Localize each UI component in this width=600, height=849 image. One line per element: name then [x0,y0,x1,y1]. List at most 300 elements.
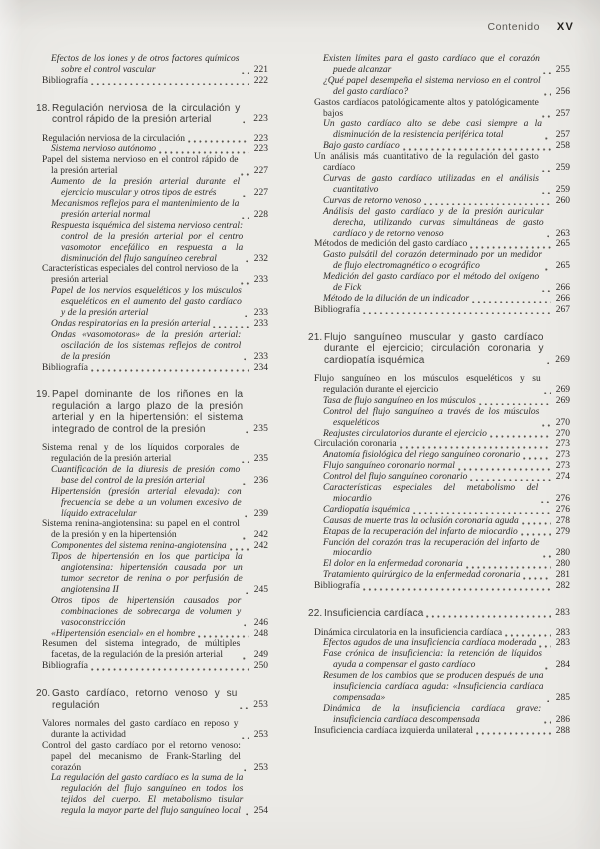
page-number: 233 [253,275,268,286]
page-number: 274 [555,472,570,483]
page-number: 232 [253,253,268,264]
toc-row [323,174,570,196]
toc-entry [314,374,570,396]
entry-title: ¿Qué papel desempeña el sistema nervioso en el control del gasto cardíaco? [323,75,541,97]
entry-title: Dinámica circulatoria en la insuficiencia cardíaca [314,627,503,638]
chapter-heading [36,103,268,126]
toc-row [51,286,268,319]
entry-title: Mecanismos reflejos para el mantenimiento de la presión arterial normal [51,198,240,220]
toc-entry [51,144,268,155]
dot-leader [244,624,249,627]
page-number: 273 [555,450,570,461]
toc-entry [42,134,268,145]
toc-row [314,726,570,737]
dot-leader [244,769,249,772]
toc-entry [51,596,268,629]
entry-title: Función del corazón tras la recuperación del infarto de miocardio [323,537,540,559]
entry-title: Otros tipos de hipertensión causados por combinaciones de sobrecarga de volumen y vasoconstricción [51,595,242,628]
entry-title: Medición del gasto cardíaco por el método del oxígeno de Fick [323,272,540,294]
entry-title: Reajustes circulatorios durante el ejercicio [323,428,487,439]
dot-leader [547,362,551,365]
chapter-heading-body [324,608,570,619]
toc-row [323,407,570,429]
page-number: 284 [555,660,570,671]
dot-leader [505,634,551,637]
toc-entry [323,538,570,560]
chapter-number: 22. [308,608,323,620]
entry-title: Aumento de la presión arterial durante el ejercicio muscular y otros tipos de estrés [51,177,241,199]
entry-title: Efectos de los iones y de otros factores químicos sobre el control vascular [51,54,240,75]
dot-leader [522,522,551,525]
toc-entry [323,704,570,726]
toc-row [314,374,570,396]
toc-row [52,389,268,435]
toc-entry [42,519,268,541]
page-number: 233 [253,308,268,319]
page-number: 227 [253,166,268,177]
toc-row [42,519,268,541]
entry-title: Tasa de flujo sanguíneo en los músculos [323,395,476,406]
page-number: 269 [555,354,570,365]
toc-row [314,239,570,250]
dot-leader [245,515,249,518]
page-number: 245 [253,584,268,595]
toc-entry [323,527,570,538]
toc-entry [323,119,570,141]
toc-entry [51,221,268,265]
page-number: 223 [253,114,268,125]
dot-leader [363,588,551,591]
dot-leader [545,268,551,271]
toc-row [42,661,268,672]
page-number: 267 [555,304,570,315]
toc-entry [323,76,570,98]
toc-row [51,629,268,640]
chapter-title: Insuficiencia cardíaca [324,608,424,620]
toc-row [42,719,268,741]
toc-row [323,76,570,98]
entry-title: Hipertensión (presión arterial elevada): con frecuencia se debe a un volumen excesivo de líquido extracelular [51,486,242,519]
entry-title: Existen límites para el gasto cardíaco que el corazón puede alcanzar [323,54,540,75]
toc-entry [323,196,570,207]
chapter-heading [36,389,268,435]
toc-entry [314,239,570,250]
dot-leader [188,140,249,143]
dot-leader [542,290,551,293]
toc-row [51,773,268,817]
page-number: 269 [555,384,570,395]
chapter-number: 21. [308,331,323,343]
dot-leader [243,121,249,124]
entry-title: Bibliografía [314,304,360,315]
chapter-heading-body [52,389,268,435]
page-number: 233 [253,318,268,329]
toc-entry [323,272,570,294]
entry-title: Sistema renina-angiotensina: su papel en el control de la presión y en la hipertensión [42,519,240,541]
toc-entry [323,483,570,505]
page-number: 234 [253,362,268,373]
toc-row [52,688,268,711]
toc-row [51,541,268,552]
entry-title: La regulación del gasto cardíaco es la suma de la regulación del flujo sanguíneo en todos los tejidos del cuerpo. El metabolismo tisular regula la mayor parte del flujo sanguíneo local [51,773,244,817]
chapter-heading [308,608,570,619]
toc-row [51,596,268,629]
dot-leader [523,457,551,460]
dot-leader [547,235,551,238]
chapter-heading-body [324,332,570,366]
toc-entry [323,649,570,671]
page-number: 257 [555,130,570,141]
entry-title: Papel de los nervios esqueléticos y los músculos esqueléticos en el aumento del gasto cardíaco y de la presión arterial [51,286,242,319]
dot-leader [242,461,249,464]
page-number: 235 [253,423,268,434]
dot-leader [542,115,551,118]
toc-row [51,144,268,155]
page-number: 222 [253,75,268,86]
chapter-title: Papel dominante de los riñones en la regulación a largo plazo de la presión arterial y en la hipertensión: el sistema integrado de control de la presión [52,389,244,435]
dot-leader [542,192,551,195]
dot-leader [91,369,249,372]
toc-entry [51,487,268,520]
entry-title: Tipos de hipertensión en los que participa la angiotensina: hipertensión causada por un tumor secretor de renina o por perfusión de angiotensina II [51,552,243,595]
entry-title: Respuesta isquémica del sistema nervioso central: control de la presión arterial por el centro vasomotor encefálico en respuesta a la disminución del flujo sanguíneo cerebral [51,220,244,264]
entry-title: Resumen de los cambios que se producen después de una insuficiencia cardíaca aguda: «Insuficiencia cardíaca compensada» [323,671,544,703]
dot-leader [521,533,551,536]
dot-leader [541,501,551,504]
toc-row [314,305,570,316]
toc-row [51,487,268,520]
entry-title: Curvas de gasto cardíaco utilizadas en el análisis cuantitativo [323,173,539,195]
entry-title: Valores normales del gasto cardíaco en reposo y durante la actividad [42,718,239,740]
dot-leader [246,813,249,816]
dot-leader [243,483,249,486]
toc-entry [51,199,268,221]
entry-title: Ondas «vasomotoras» de la presión arterial: oscilación de los sistemas reflejos de control de la presión [51,329,242,362]
toc-entry [323,54,570,76]
toc-row [323,119,570,141]
toc-row [323,141,570,152]
entry-title: Características especiales del control nervioso de la presión arterial [42,264,239,286]
page-number: 269 [555,395,570,406]
dot-leader [242,737,249,740]
page-number: 253 [253,762,268,773]
toc-entry [51,319,268,330]
toc-entry [314,439,570,450]
entry-title: Flujo sanguíneo coronario normal [323,461,455,472]
toc-entry [51,330,268,363]
toc-row [323,559,570,570]
toc-entry [323,207,570,240]
toc-row [42,76,268,87]
toc-row [323,429,570,440]
toc-column-right [308,54,570,817]
toc-entry [323,638,570,649]
toc-row [52,103,268,126]
toc-row [51,330,268,363]
toc-row [323,54,570,76]
toc-entry [42,363,268,374]
entry-title: Un análisis más cuantitativo de la regulación del gasto cardíaco [314,152,539,174]
page-number: 283 [555,627,570,638]
toc-entry [42,76,268,87]
page-number: 257 [555,108,570,119]
toc-entry [51,286,268,319]
running-head-title: Contenido [487,21,540,33]
chapter-number: 19. [36,389,51,401]
toc-row [42,639,268,661]
page-number: 228 [253,209,268,220]
toc-row [42,155,268,177]
entry-title: Sistema renal y de los líquidos corporales de regulación de la presión arterial [42,443,240,464]
entry-title: Regulación nerviosa de la circulación [42,133,185,144]
page-number: 227 [253,188,268,199]
entry-title: Curvas de retorno venoso [323,195,422,206]
entry-title: Etapas de la recuperación del infarto de miocardio [323,526,518,537]
toc-entry [51,773,268,817]
dot-leader [400,446,551,449]
page-number: 236 [253,475,268,486]
dot-leader [159,151,249,154]
page-number: 258 [555,141,570,152]
toc-entry [323,505,570,516]
toc-entry [51,465,268,487]
dot-leader [545,667,551,670]
dot-leader [472,301,551,304]
dot-leader [241,173,249,176]
toc-row [323,483,570,505]
toc-row [323,671,570,704]
toc-row [51,319,268,330]
entry-title: Papel del sistema nervioso en el control rápido de la presión arterial [42,155,239,177]
toc-row [323,570,570,581]
dot-leader [458,468,551,471]
toc-row [314,628,570,639]
toc-row [324,332,570,366]
dot-leader [490,435,551,438]
dot-leader [363,312,551,315]
page-number: 249 [253,650,268,661]
page-number: 221 [253,64,268,75]
page-number: 265 [555,261,570,272]
toc-entry [323,516,570,527]
dot-leader [539,645,551,648]
dot-leader [544,392,551,395]
entry-title: Control del flujo sanguíneo coronario [323,472,468,483]
page-number: 280 [555,559,570,570]
page-number: 260 [555,195,570,206]
page-number: 235 [253,454,268,464]
entry-title: Causas de muerte tras la oclusión coronaria aguda [323,515,519,526]
dot-leader [241,282,249,285]
toc-entry [323,396,570,407]
page-number: 263 [555,228,570,239]
page-number: 285 [555,692,570,703]
entry-title: Cuantificación de la diuresis de presión como base del control de la presión arterial [51,464,241,486]
dot-leader [243,537,249,540]
toc-row [314,152,570,174]
entry-title: Ondas respiratorias en la presión arterial [51,318,211,329]
dot-leader [246,592,249,595]
dot-leader [213,326,249,329]
dot-leader [426,615,551,618]
dot-leader [543,72,551,75]
entry-title: Control del gasto cardíaco por el retorno venoso: papel del mecanismo de Frank-Starling del corazón [42,740,241,773]
page-number: 283 [555,638,570,649]
page-number: 279 [555,526,570,537]
entry-title: Circulación coronaria [314,439,397,450]
page-number: 253 [253,729,268,740]
dot-leader [476,732,551,735]
dot-leader [242,217,249,220]
entry-title: Fase crónica de insuficiencia: la retención de líquidos ayuda a compensar el gasto cardíaco [323,649,542,671]
page-number: 276 [555,493,570,504]
page-number: 256 [555,86,570,97]
chapter-number: 20. [36,688,51,700]
page-number: 223 [253,133,268,144]
chapter-number: 18. [36,102,51,114]
entry-title: Control del flujo sanguíneo a través de los músculos esqueléticos [323,406,540,428]
entry-title: Análisis del gasto cardíaco y de la presión auricular derecha, utilizando curvas simultáneas de gasto cardíaco y de retorno venoso [323,206,544,239]
dot-leader [413,512,551,515]
toc-row [323,196,570,207]
toc-entry [314,152,570,174]
dot-leader [244,358,249,361]
dot-leader [542,170,551,173]
entry-title: Sistema nervioso autónomo [51,144,157,155]
chapter-title: Gasto cardíaco, retorno venoso y su regulación [52,688,238,711]
toc-row [323,294,570,305]
dot-leader [479,403,551,406]
toc-row [42,134,268,145]
toc-row [51,177,268,199]
entry-title: Métodos de medición del gasto cardíaco [314,239,468,250]
toc-row [314,98,570,120]
dot-leader [230,548,249,551]
toc-row [51,465,268,487]
toc-row [323,538,570,560]
toc-row [323,704,570,726]
dot-leader [91,83,249,86]
toc-columns [36,54,570,817]
dot-leader [544,93,551,96]
toc-entry [323,429,570,440]
page-number: 270 [555,428,570,439]
toc-row [42,264,268,286]
toc-entry [323,570,570,581]
entry-title: Tratamiento quirúrgico de la enfermedad coronaria [323,570,521,581]
toc-entry [323,407,570,429]
page-number: 266 [555,293,570,304]
toc-row [323,527,570,538]
page-number: 273 [555,439,570,450]
entry-title: Bibliografía [42,75,88,86]
entry-title: Componentes del sistema renina-angiotensina [51,541,227,552]
page-number: 233 [253,351,268,362]
dot-leader [242,72,249,75]
toc-entry [323,174,570,196]
toc-entry [314,581,570,592]
entry-title: Cardiopatía isquémica [323,504,410,515]
entry-title: Bibliografía [42,661,88,672]
toc-row [323,396,570,407]
page-number: 259 [555,184,570,195]
dot-leader [246,431,249,434]
dot-leader [543,555,552,558]
toc-entry [323,450,570,461]
page-number: 286 [555,714,570,725]
chapter-title: Flujo sanguíneo muscular y gasto cardíaco durante el ejercicio; circulación coronaria y cardiopatía isquémica [324,331,544,366]
toc-row [42,443,268,465]
toc-entry [42,155,268,177]
toc-entry [323,671,570,704]
dot-leader [542,424,551,427]
page-number: 288 [555,725,570,736]
chapter-heading-body [52,688,268,711]
page-number: 223 [253,144,268,155]
page-number: 283 [555,608,570,619]
chapter-heading [36,688,268,711]
toc-entry [51,541,268,552]
page-number: 242 [253,541,268,552]
toc-entry [314,628,570,639]
toc-row [323,450,570,461]
toc-row [51,199,268,221]
dot-leader [198,635,249,638]
toc-entry [314,305,570,316]
dot-leader [403,148,551,151]
toc-row [51,552,268,596]
entry-title: Bajo gasto cardíaco [323,141,400,152]
dot-leader [243,657,249,660]
page-number: 280 [555,548,570,559]
toc-row [323,272,570,294]
toc-entry [42,719,268,741]
toc-row [42,363,268,374]
chapter-title: Regulación nerviosa de la circulación y control rápido de la presión arterial [52,102,241,126]
toc-row [51,54,268,76]
toc-column-left [36,54,268,817]
dot-leader [245,315,249,318]
toc-row [51,221,268,265]
entry-title: Un gasto cardíaco alto se debe casi siempre a la disminución de la resistencia periférica total [323,119,542,141]
entry-title: El dolor en la enfermedad coronaria [323,559,463,570]
toc-entry [323,294,570,305]
page-number: 248 [253,628,268,639]
entry-title: Resumen del sistema integrado, de múltiples facetas, de la regulación de la presión arterial [42,639,241,661]
entry-title: Flujo sanguíneo en los músculos esqueléticos y su regulación durante el ejercicio [314,373,541,395]
running-head-page-number: XV [556,21,574,33]
page-number: 273 [555,461,570,472]
toc-row [323,649,570,671]
toc-entry [42,661,268,672]
toc-row [323,472,570,483]
toc-row [323,461,570,472]
entry-title: Anatomía fisiológica del riego sanguíneo coronario [323,450,521,461]
entry-title: «Hipertensión esencial» en el hombre [51,628,196,639]
toc-row [323,505,570,516]
page-number: 239 [253,508,268,519]
toc-entry [323,141,570,152]
entry-title: Gastos cardíacos patológicamente altos y patológicamente bajos [314,97,539,119]
running-head [488,21,574,33]
dot-leader [246,260,249,263]
page-number: 282 [555,581,570,592]
entry-title: Insuficiencia cardíaca izquierda unilateral [314,725,474,736]
toc-entry [51,177,268,199]
toc-entry [42,264,268,286]
toc-entry [314,98,570,120]
toc-row [314,439,570,450]
